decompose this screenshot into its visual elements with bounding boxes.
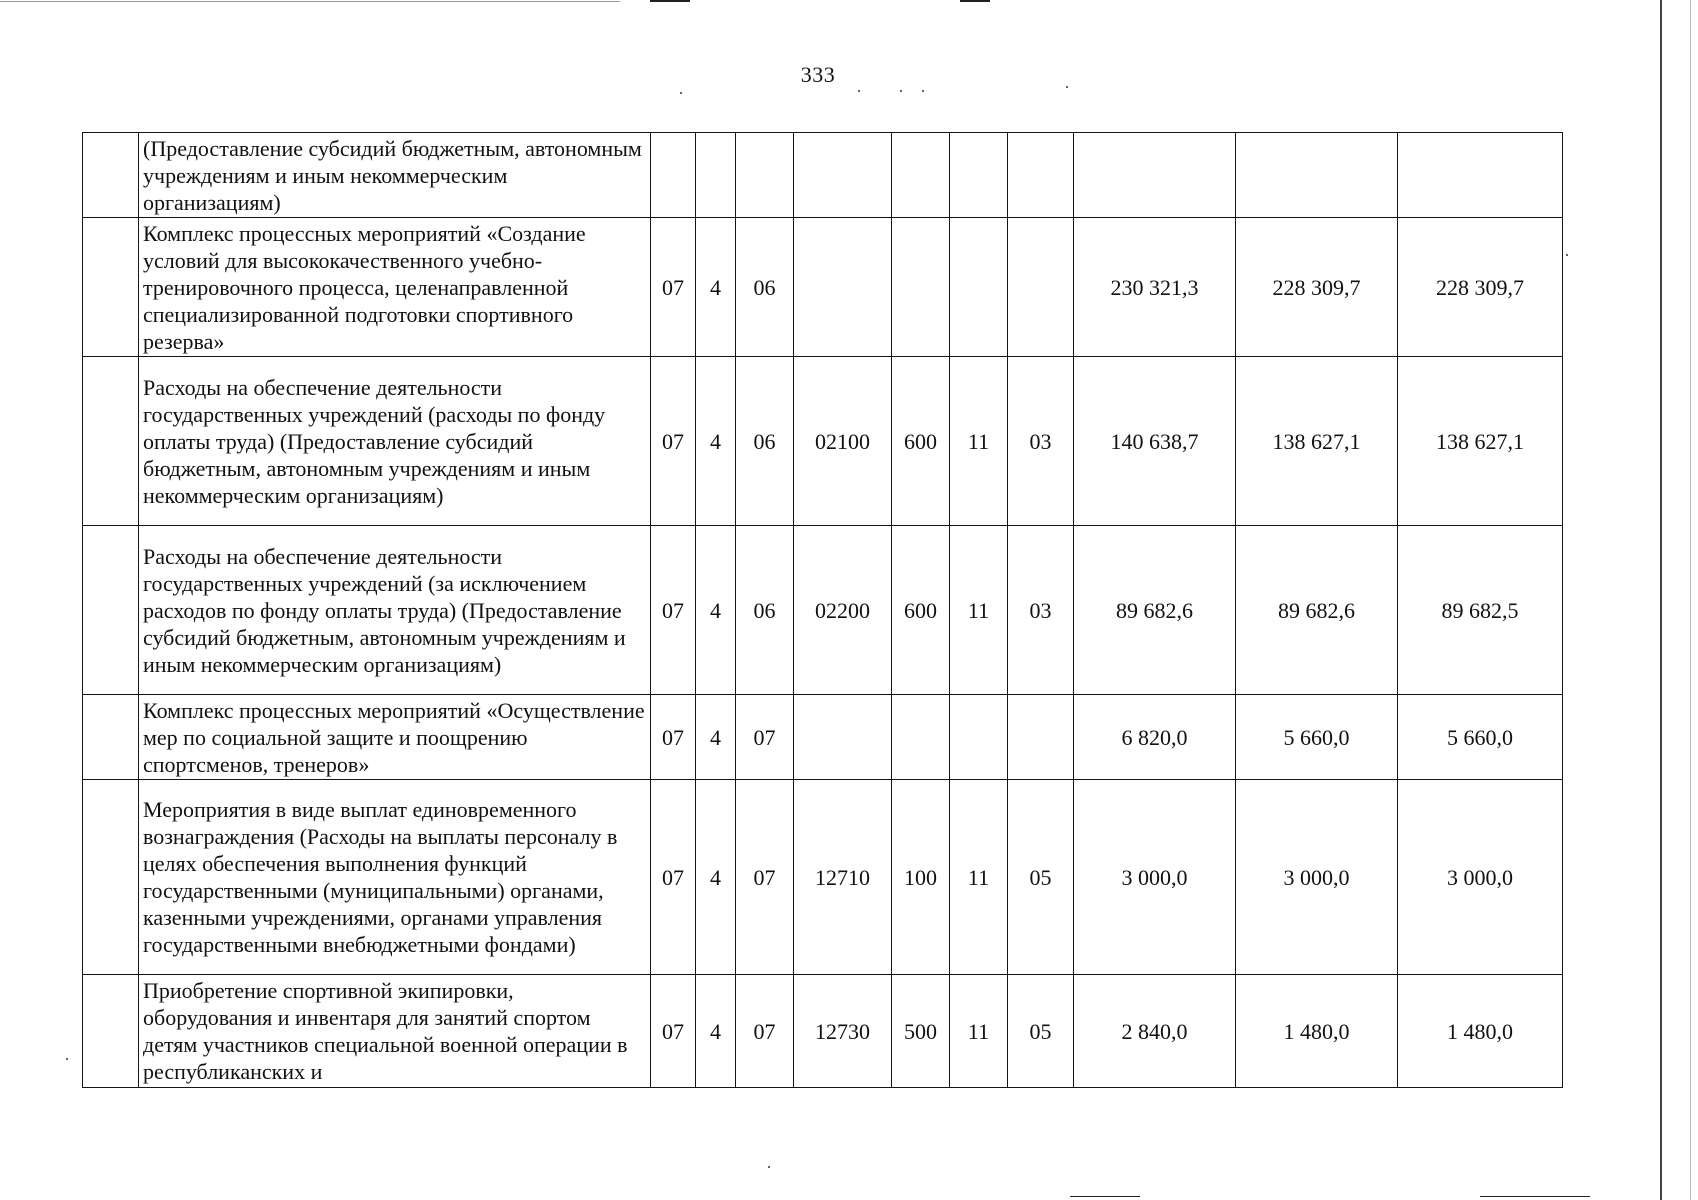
code-cell [696, 133, 736, 218]
amount-cell: 230 321,3 [1074, 218, 1236, 357]
code-cell [794, 133, 892, 218]
amount-cell: 1 480,0 [1236, 975, 1398, 1088]
amount-cell: 5 660,0 [1236, 695, 1398, 780]
amount-cell: 138 627,1 [1236, 357, 1398, 526]
code-cell: 12730 [794, 975, 892, 1088]
code-cell: 03 [1008, 357, 1074, 526]
code-cell: 07 [736, 975, 794, 1088]
code-cell: 4 [696, 695, 736, 780]
amount-cell: 5 660,0 [1398, 695, 1563, 780]
item-name: Расходы на обеспечение деятельности государственных учреждений (за исключением расходов по фонду оплаты труда) (Предоставление субсидий бюджетным, автономным учреждениям и иным некоммерческим организациям) [143, 543, 626, 677]
scan-artifact [1660, 0, 1662, 1200]
scan-speck [900, 90, 902, 92]
code-cell [892, 695, 950, 780]
row-number-cell [83, 218, 139, 357]
code-cell: 07 [736, 780, 794, 975]
code-cell: 06 [736, 357, 794, 526]
row-number-cell [83, 780, 139, 975]
item-name: Расходы на обеспечение деятельности государственных учреждений (расходы по фонду оплаты труда) (Предоставление субсидий бюджетным, автономным учреждениям и иным некоммерческим организациям) [143, 374, 606, 508]
scan-artifact [650, 0, 690, 2]
code-cell [794, 218, 892, 357]
code-cell: 07 [651, 780, 696, 975]
scan-artifact [1480, 1196, 1590, 1197]
item-name: Мероприятия в виде выплат единовременного вознаграждения (Расходы на выплаты персоналу в целях обеспечения выполнения функций государственными (муниципальными) органами, казенными учреждениями, органами управления государственными внебюджетными фондами) [143, 797, 618, 957]
code-cell: 4 [696, 357, 736, 526]
code-cell: 11 [950, 780, 1008, 975]
row-number-cell [83, 526, 139, 695]
amount-cell [1074, 133, 1236, 218]
code-cell [950, 133, 1008, 218]
code-cell: 07 [651, 357, 696, 526]
amount-cell: 3 000,0 [1074, 780, 1236, 975]
code-cell [892, 133, 950, 218]
table-row [83, 695, 1563, 780]
row-number-cell [83, 133, 139, 218]
amount-cell: 138 627,1 [1398, 357, 1563, 526]
scan-speck [1566, 254, 1568, 256]
code-cell: 07 [651, 975, 696, 1088]
code-cell: 02100 [794, 357, 892, 526]
code-cell: 11 [950, 975, 1008, 1088]
scan-speck [922, 90, 924, 92]
table-row [83, 975, 1563, 1088]
code-cell: 11 [950, 357, 1008, 526]
amount-cell: 89 682,6 [1074, 526, 1236, 695]
table-row [83, 357, 1563, 526]
item-name: (Предоставление субсидий бюджетным, автономным учреждениям и иным некоммерческим организациям) [143, 135, 642, 215]
amount-cell: 3 000,0 [1398, 780, 1563, 975]
amount-cell [1398, 133, 1563, 218]
code-cell: 100 [892, 780, 950, 975]
item-name-cell [139, 975, 651, 1088]
amount-cell: 89 682,5 [1398, 526, 1563, 695]
code-cell: 4 [696, 526, 736, 695]
code-cell: 4 [696, 780, 736, 975]
code-cell: 02200 [794, 526, 892, 695]
scan-artifact [1070, 1196, 1140, 1197]
scan-speck [768, 1166, 770, 1168]
code-cell: 500 [892, 975, 950, 1088]
scan-artifact [1690, 0, 1691, 1200]
code-cell: 05 [1008, 780, 1074, 975]
code-cell [950, 695, 1008, 780]
amount-cell: 228 309,7 [1398, 218, 1563, 357]
code-cell [1008, 218, 1074, 357]
code-cell [1008, 133, 1074, 218]
code-cell: 05 [1008, 975, 1074, 1088]
item-name-cell [139, 780, 651, 975]
amount-cell [1236, 133, 1398, 218]
amount-cell: 1 480,0 [1398, 975, 1563, 1088]
scan-artifact [960, 0, 990, 2]
code-cell: 07 [651, 218, 696, 357]
table-row [83, 133, 1563, 218]
code-cell: 4 [696, 975, 736, 1088]
page-number: 333 [800, 62, 836, 87]
code-cell [794, 695, 892, 780]
code-cell: 03 [1008, 526, 1074, 695]
code-cell: 600 [892, 526, 950, 695]
amount-cell: 2 840,0 [1074, 975, 1236, 1088]
item-name-cell [139, 357, 651, 526]
amount-cell: 3 000,0 [1236, 780, 1398, 975]
code-cell: 07 [651, 695, 696, 780]
code-cell [736, 133, 794, 218]
table-row [83, 218, 1563, 357]
scan-speck [66, 1058, 68, 1060]
row-number-cell [83, 695, 139, 780]
code-cell [950, 218, 1008, 357]
code-cell [651, 133, 696, 218]
code-cell: 07 [736, 695, 794, 780]
code-cell: 12710 [794, 780, 892, 975]
scan-speck [680, 92, 682, 94]
budget-table [82, 132, 1563, 1088]
code-cell: 600 [892, 357, 950, 526]
code-cell [892, 218, 950, 357]
scan-artifact [0, 1, 620, 2]
table-row [83, 526, 1563, 695]
code-cell: 07 [651, 526, 696, 695]
item-name: Комплекс процессных мероприятий «Осуществление мер по социальной защите и поощрению спортсменов, тренеров» [143, 697, 645, 777]
code-cell: 06 [736, 218, 794, 357]
scan-speck [858, 90, 860, 92]
amount-cell: 89 682,6 [1236, 526, 1398, 695]
amount-cell: 6 820,0 [1074, 695, 1236, 780]
item-name-cell [139, 218, 651, 357]
item-name: Комплекс процессных мероприятий «Создание условий для высококачественного учебно-тренировочного процесса, целенаправленной специализированной подготовки спортивного резерва» [143, 220, 586, 354]
item-name-cell [139, 133, 651, 218]
item-name-cell [139, 526, 651, 695]
code-cell [1008, 695, 1074, 780]
amount-cell: 140 638,7 [1074, 357, 1236, 526]
code-cell: 4 [696, 218, 736, 357]
row-number-cell [83, 975, 139, 1088]
item-name-cell [139, 695, 651, 780]
amount-cell: 228 309,7 [1236, 218, 1398, 357]
row-number-cell [83, 357, 139, 526]
code-cell: 06 [736, 526, 794, 695]
table-row [83, 780, 1563, 975]
code-cell: 11 [950, 526, 1008, 695]
item-name: Приобретение спортивной экипировки, оборудования и инвентаря для занятий спортом детям участников специальной военной операции в республиканских и [143, 978, 628, 1084]
